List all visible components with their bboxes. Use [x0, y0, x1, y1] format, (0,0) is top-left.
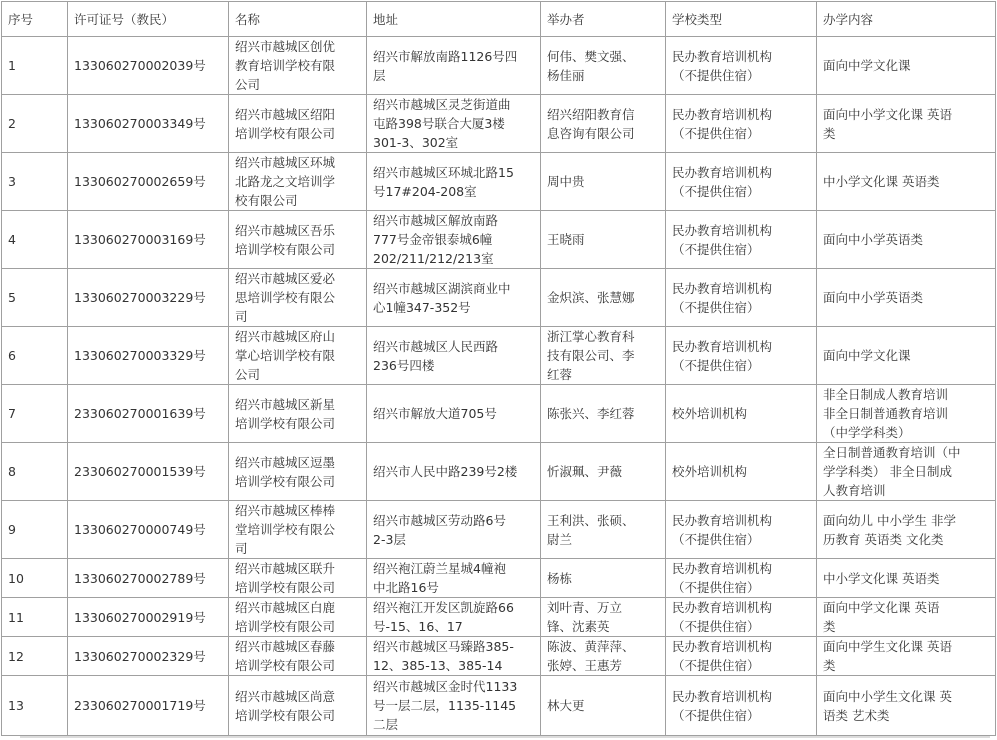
cell-license: 133060270002659号	[68, 153, 229, 211]
header-address: 地址	[367, 2, 541, 37]
cell-line: 绍兴袍江蔚兰星城4幢袍	[373, 561, 506, 576]
cell-line: 中小学文化课 英语类	[823, 570, 940, 586]
cell-content	[817, 95, 996, 153]
cell-no: 1	[2, 37, 68, 95]
cell-line: 心1幢347-352号	[373, 299, 471, 315]
cell-line: 培训学校有限公司	[235, 125, 336, 141]
table-row	[2, 443, 996, 501]
cell-school-type	[666, 95, 817, 153]
cell-no: 6	[2, 327, 68, 385]
cell-line: （中学学科类）	[823, 425, 911, 440]
table-row	[2, 676, 996, 736]
cell-line: 民办教育培训机构	[672, 512, 773, 528]
cell-line: （不提供住宿）	[672, 241, 760, 257]
cell-line: 面向中学文化课 英语	[823, 600, 940, 615]
cell-name	[229, 269, 367, 327]
cell-line: 类	[823, 619, 836, 634]
cell-line: 民办教育培训机构	[672, 600, 773, 615]
cell-organizer	[541, 598, 666, 637]
cell-line: 非全日制成人教育培训	[823, 387, 949, 402]
cell-license: 233060270001719号	[68, 676, 229, 736]
cell-license: 133060270002789号	[68, 559, 229, 598]
cell-school-type	[666, 153, 817, 211]
cell-line: 绍兴市越城区逗墨	[235, 454, 336, 470]
cell-line: 全日制普通教育培训（中	[823, 445, 961, 460]
cell-address	[367, 637, 541, 676]
cell-line: 培训学校有限公司	[235, 415, 336, 431]
cell-name	[229, 559, 367, 598]
cell-line: 面向中学文化课	[823, 348, 911, 363]
table-row	[2, 269, 996, 327]
cell-school-type	[666, 327, 817, 385]
cell-name	[229, 327, 367, 385]
cell-content	[817, 385, 996, 443]
header-no: 序号	[2, 2, 68, 37]
cell-line: 民办教育培训机构	[672, 561, 773, 576]
cell-organizer	[541, 95, 666, 153]
cell-organizer	[541, 559, 666, 598]
cell-no: 3	[2, 153, 68, 211]
table-row	[2, 559, 996, 598]
header-school-type: 学校类型	[666, 2, 817, 37]
cell-line: （不提供住宿）	[672, 580, 760, 595]
cell-line: 息咨询有限公司	[547, 125, 635, 141]
cell-line: 培训学校有限公司	[235, 707, 336, 723]
cell-address	[367, 443, 541, 501]
cell-address	[367, 501, 541, 559]
cell-no: 2	[2, 95, 68, 153]
cell-line: 培训学校有限公司	[235, 241, 336, 257]
cell-line: 绍兴市越城区白鹿	[235, 600, 336, 615]
cell-line: 培训学校有限公司	[235, 658, 336, 673]
cell-line: 掌心培训学校有限	[235, 348, 336, 363]
cell-line: 202/211/212/213室	[373, 251, 494, 266]
cell-line: 何伟、樊文强、	[547, 48, 635, 64]
cell-line: 杨栋	[547, 570, 573, 586]
cell-line: 堂培训学校有限公	[235, 522, 336, 537]
cell-line: 北路龙之文培训学	[235, 174, 336, 189]
cell-license: 133060270003229号	[68, 269, 229, 327]
cell-line: 绍兴市越城区联升	[235, 561, 336, 576]
cell-content	[817, 559, 996, 598]
cell-address	[367, 327, 541, 385]
cell-line: 面向中小学英语类	[823, 290, 924, 305]
cell-school-type	[666, 598, 817, 637]
cell-no: 4	[2, 211, 68, 269]
cell-address	[367, 385, 541, 443]
cell-school-type	[666, 269, 817, 327]
cell-name	[229, 501, 367, 559]
cell-license: 233060270001539号	[68, 443, 229, 501]
cell-school-type	[666, 211, 817, 269]
cell-line: 绍兴市越城区新星	[235, 396, 336, 412]
cell-line: 类	[823, 658, 836, 673]
cell-line: 红蓉	[547, 367, 573, 382]
cell-line: （不提供住宿）	[672, 357, 760, 373]
cell-line: 培训学校有限公司	[235, 473, 336, 489]
cell-line: 绍兴市解放南路1126号四	[373, 48, 518, 64]
table-row	[2, 385, 996, 443]
cell-line: 民办教育培训机构	[672, 164, 773, 180]
cell-line: 校外培训机构	[672, 464, 748, 479]
cell-line: 陈张兴、李红蓉	[547, 406, 635, 421]
table-row	[2, 37, 996, 95]
cell-line: 非全日制普通教育培训	[823, 406, 949, 421]
header-organizer: 举办者	[541, 2, 666, 37]
schools-table	[1, 1, 996, 736]
cell-line: 绍兴市越城区爱必	[235, 271, 336, 286]
cell-license: 133060270003329号	[68, 327, 229, 385]
table-row	[2, 501, 996, 559]
cell-address	[367, 95, 541, 153]
cell-content	[817, 443, 996, 501]
cell-line: 林大更	[547, 698, 585, 713]
cell-line: 民办教育培训机构	[672, 222, 773, 238]
cell-content	[817, 501, 996, 559]
cell-address	[367, 598, 541, 637]
cell-name	[229, 676, 367, 736]
cell-line: 绍兴市越城区环城北路15	[373, 164, 514, 180]
cell-line: 绍兴市越城区春藤	[235, 639, 336, 654]
cell-line: 公司	[235, 367, 261, 382]
cell-line: （不提供住宿）	[672, 125, 760, 141]
cell-line: 绍兴市越城区尚意	[235, 688, 336, 704]
cell-line: 人教育培训	[823, 483, 886, 498]
cell-line: 绍兴市解放大道705号	[373, 406, 497, 421]
cell-school-type	[666, 637, 817, 676]
bottom-divider	[20, 736, 990, 738]
cell-line: 校有限公司	[235, 193, 298, 208]
cell-organizer	[541, 327, 666, 385]
cell-address	[367, 676, 541, 736]
cell-content	[817, 153, 996, 211]
cell-organizer	[541, 385, 666, 443]
cell-line: 绍兴市越城区解放南路	[373, 213, 499, 228]
cell-line: 绍兴袍江开发区凯旋路66	[373, 600, 514, 615]
cell-line: 民办教育培训机构	[672, 688, 773, 704]
cell-line: 屯路398号联合大厦3楼	[373, 116, 505, 131]
cell-content	[817, 637, 996, 676]
cell-line: （不提供住宿）	[672, 67, 760, 83]
cell-school-type	[666, 443, 817, 501]
cell-line: 二层	[373, 717, 399, 732]
cell-license: 133060270002329号	[68, 637, 229, 676]
cell-line: 面向中学生文化课 英语	[823, 639, 952, 654]
cell-no: 8	[2, 443, 68, 501]
cell-line: 周中贵	[547, 174, 585, 189]
cell-line: 绍兴市越城区棒棒	[235, 503, 336, 518]
cell-line: 王利洪、张硕、	[547, 512, 635, 528]
cell-line: 绍兴绍阳教育信	[547, 106, 635, 122]
cell-license: 133060270003169号	[68, 211, 229, 269]
table-row	[2, 327, 996, 385]
cell-line: 语类 艺术类	[823, 707, 890, 723]
cell-address	[367, 269, 541, 327]
cell-name	[229, 153, 367, 211]
table-row	[2, 637, 996, 676]
table-row	[2, 153, 996, 211]
cell-school-type	[666, 37, 817, 95]
cell-address	[367, 211, 541, 269]
cell-line: 浙江掌心教育科	[547, 329, 635, 344]
cell-school-type	[666, 676, 817, 736]
cell-line: 教育培训学校有限	[235, 58, 336, 73]
cell-line: 301-3、302室	[373, 135, 459, 150]
cell-line: 号17#204-208室	[373, 183, 477, 199]
cell-school-type	[666, 559, 817, 598]
cell-name	[229, 385, 367, 443]
cell-line: 号一层二层，1135-1145	[373, 698, 517, 713]
cell-line: 金炽滨、张慧娜	[547, 290, 635, 305]
cell-line: 思培训学校有限公	[235, 290, 336, 305]
cell-line: 号-15、16、17	[373, 619, 463, 634]
cell-line: 面向中小学英语类	[823, 232, 924, 247]
cell-organizer	[541, 676, 666, 736]
table-row	[2, 598, 996, 637]
cell-content	[817, 598, 996, 637]
cell-organizer	[541, 269, 666, 327]
cell-line: 绍兴市越城区府山	[235, 329, 336, 344]
cell-line: 绍兴市越城区环城	[235, 155, 336, 170]
cell-line: （不提供住宿）	[672, 299, 760, 315]
cell-line: 绍兴市人民中路239号2楼	[373, 464, 518, 479]
table-row	[2, 211, 996, 269]
cell-line: 中北路16号	[373, 580, 439, 595]
cell-address	[367, 153, 541, 211]
cell-no: 12	[2, 637, 68, 676]
cell-license: 133060270002039号	[68, 37, 229, 95]
cell-line: 刘叶青、万立	[547, 600, 623, 615]
cell-name	[229, 211, 367, 269]
cell-content	[817, 327, 996, 385]
cell-line: 民办教育培训机构	[672, 106, 773, 122]
cell-content	[817, 211, 996, 269]
cell-organizer	[541, 211, 666, 269]
cell-line: 忻淑珮、尹薇	[547, 464, 623, 479]
cell-line: 12、385-13、385-14	[373, 658, 503, 673]
cell-line: 面向中学文化课	[823, 58, 911, 73]
cell-line: 民办教育培训机构	[672, 280, 773, 296]
cell-line: 民办教育培训机构	[672, 48, 773, 64]
cell-line: 历教育 英语类 文化类	[823, 531, 944, 547]
cell-no: 7	[2, 385, 68, 443]
cell-line: 技有限公司、李	[547, 348, 635, 363]
cell-line: 绍兴市越城区马臻路385-	[373, 639, 514, 654]
cell-line: 绍兴市越城区绍阳	[235, 106, 336, 122]
cell-line: 杨佳丽	[547, 67, 585, 83]
cell-license: 133060270000749号	[68, 501, 229, 559]
cell-line: 陈波、黄萍萍、	[547, 639, 635, 654]
cell-organizer	[541, 637, 666, 676]
cell-school-type	[666, 385, 817, 443]
cell-line: （不提供住宿）	[672, 531, 760, 547]
cell-address	[367, 559, 541, 598]
cell-line: 面向幼儿 中小学生 非学	[823, 512, 956, 528]
cell-line: 236号四楼	[373, 357, 435, 373]
cell-line: 面向中小学生文化课 英	[823, 688, 952, 704]
cell-name	[229, 598, 367, 637]
cell-line: 中小学文化课 英语类	[823, 174, 940, 189]
cell-line: 校外培训机构	[672, 406, 748, 421]
cell-organizer	[541, 153, 666, 211]
header-name: 名称	[229, 2, 367, 37]
cell-license: 233060270001639号	[68, 385, 229, 443]
cell-line: 尉兰	[547, 531, 573, 547]
cell-line: 面向中小学文化课 英语	[823, 106, 952, 122]
cell-organizer	[541, 37, 666, 95]
cell-organizer	[541, 443, 666, 501]
cell-no: 13	[2, 676, 68, 736]
cell-line: 张婷、王惠芳	[547, 658, 623, 673]
cell-no: 9	[2, 501, 68, 559]
cell-line: 绍兴市越城区创优	[235, 39, 336, 54]
cell-line: 培训学校有限公司	[235, 619, 336, 634]
cell-line: 绍兴市越城区吾乐	[235, 222, 336, 238]
cell-line: （不提供住宿）	[672, 619, 760, 634]
cell-name	[229, 37, 367, 95]
cell-line: 层	[373, 67, 386, 83]
cell-line: 培训学校有限公司	[235, 580, 336, 595]
table-row	[2, 95, 996, 153]
header-content: 办学内容	[817, 2, 996, 37]
cell-name	[229, 95, 367, 153]
cell-line: （不提供住宿）	[672, 658, 760, 673]
cell-line: 公司	[235, 77, 261, 92]
cell-content	[817, 676, 996, 736]
table-header-row	[2, 2, 996, 37]
cell-line: 学学科类） 非全日制成	[823, 464, 952, 479]
cell-line: 绍兴市越城区湖滨商业中	[373, 280, 511, 296]
cell-organizer	[541, 501, 666, 559]
cell-no: 11	[2, 598, 68, 637]
cell-line: 锋、沈素英	[547, 619, 610, 634]
cell-line: 司	[235, 309, 248, 324]
cell-name	[229, 637, 367, 676]
header-license: 许可证号（教民）	[68, 2, 229, 37]
cell-content	[817, 269, 996, 327]
cell-line: 绍兴市越城区金时代1133	[373, 679, 518, 694]
cell-line: 王晓雨	[547, 232, 585, 247]
cell-address	[367, 37, 541, 95]
cell-license: 133060270003349号	[68, 95, 229, 153]
cell-line: 司	[235, 541, 248, 556]
cell-no: 5	[2, 269, 68, 327]
cell-content	[817, 37, 996, 95]
cell-line: 2-3层	[373, 531, 406, 547]
table-body	[2, 37, 996, 736]
cell-line: 绍兴市越城区劳动路6号	[373, 512, 506, 528]
cell-line: 民办教育培训机构	[672, 338, 773, 354]
cell-line: 绍兴市越城区人民西路	[373, 338, 499, 354]
cell-no: 10	[2, 559, 68, 598]
cell-line: 777号金帝银泰城6幢	[373, 232, 493, 247]
cell-line: 类	[823, 125, 836, 141]
cell-line: 绍兴市越城区灵芝街道曲	[373, 97, 511, 112]
cell-line: 民办教育培训机构	[672, 639, 773, 654]
cell-name	[229, 443, 367, 501]
cell-school-type	[666, 501, 817, 559]
cell-line: （不提供住宿）	[672, 183, 760, 199]
cell-license: 133060270002919号	[68, 598, 229, 637]
cell-line: （不提供住宿）	[672, 707, 760, 723]
